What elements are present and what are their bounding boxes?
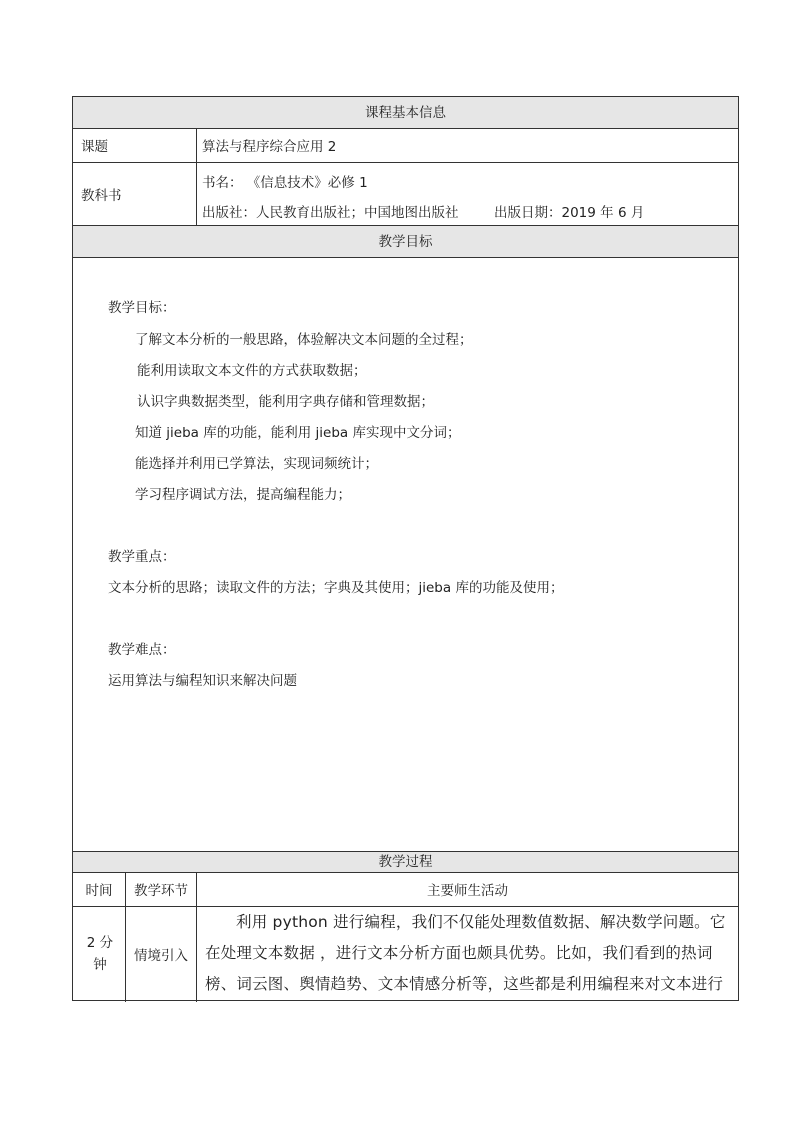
section-title-process: 教学过程 — [378, 854, 433, 870]
topic-value-cell — [197, 129, 738, 162]
goal-item: 能利用读取文本文件的方式获取数据； — [137, 363, 367, 379]
goals-heading: 教学目标： — [108, 300, 176, 316]
activity-text: 利用 python 进行编程，我们不仅能处理数值数据、解决数学问题。它在处理文本数据 ，进行文本分析方面也颇具优势。比如，我们看到的热词榜、词云图、舆情趋势、文本情感分析等，这些都是利用编程来对文本进行 — [205, 913, 726, 993]
goal-item: 认识字典数据类型，能利用字典存储和管理数据； — [137, 394, 434, 410]
objectives-content — [73, 258, 738, 852]
table-row — [73, 907, 738, 1002]
section-title-objectives: 教学目标 — [378, 234, 433, 250]
textbook-row — [73, 163, 738, 226]
activity-cell — [197, 907, 738, 1002]
goal-item: 知道 jieba 库的功能，能利用 jieba 库实现中文分词； — [135, 425, 461, 441]
time-cell — [73, 907, 126, 1002]
key-points: 文本分析的思路；读取文件的方法；字典及其使用；jieba 库的功能及使用； — [108, 580, 564, 596]
section-title-course-info: 课程基本信息 — [365, 105, 446, 121]
lesson-plan-table — [72, 96, 739, 1001]
topic-value: 算法与程序综合应用 2 — [202, 139, 337, 155]
section-header-objectives — [73, 226, 738, 258]
goal-item: 学习程序调试方法，提高编程能力； — [135, 487, 351, 503]
time-value: 2 分钟 — [86, 935, 114, 973]
textbook-label: 教科书 — [81, 188, 122, 204]
topic-row — [73, 129, 738, 163]
textbook-value-cell — [197, 163, 738, 225]
section-header-course-info — [73, 97, 738, 129]
textbook-label-cell — [73, 163, 197, 225]
difficulty-heading: 教学难点： — [108, 642, 176, 658]
publish-date: 出版日期：2019 年 6 月 — [494, 205, 645, 221]
stage-value: 情境引入 — [134, 948, 188, 964]
topic-label-cell — [73, 129, 197, 162]
col-header-time: 时间 — [73, 873, 126, 906]
goal-item: 能选择并利用已学算法，实现词频统计； — [135, 456, 378, 472]
col-header-activity: 主要师生活动 — [427, 883, 508, 899]
section-header-process — [73, 852, 738, 873]
col-header-stage: 教学环节 — [126, 873, 197, 906]
book-name: 书名： 《信息技术》必修 1 — [202, 175, 368, 191]
stage-cell — [126, 907, 197, 1002]
key-points-heading: 教学重点： — [108, 549, 176, 565]
topic-label: 课题 — [81, 139, 108, 155]
process-header-row — [73, 873, 738, 907]
publisher: 出版社：人民教育出版社；中国地图出版社 — [202, 205, 459, 221]
difficulty-text: 运用算法与编程知识来解决问题 — [108, 673, 297, 689]
goal-item: 了解文本分析的一般思路，体验解决文本问题的全过程； — [135, 332, 473, 348]
